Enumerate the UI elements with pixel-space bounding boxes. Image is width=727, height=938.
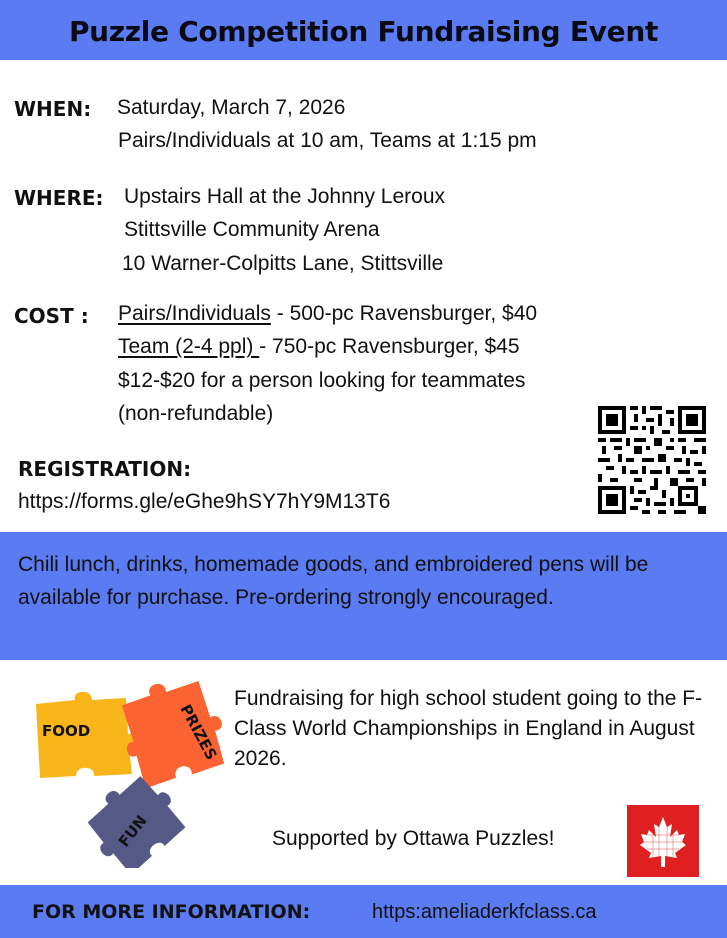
cost-pairs-line (118, 302, 537, 326)
cost-teammates-line: $12-$20 for a person looking for teammates (118, 369, 526, 392)
info-banner (0, 532, 727, 660)
info-text: Chili lunch, drinks, homemade goods, and embroidered pens will be available for purchase. Pre-ordering strongly encouraged. (18, 553, 649, 609)
fundraising-text: Fundraising for high school student going to the F-Class World Championships in England in August 2026. (234, 687, 703, 770)
registration-url[interactable]: https://forms.gle/eGhe9hSY7hY9M13T6 (18, 490, 391, 513)
food-label: FOOD (42, 722, 91, 740)
prizes-label: PRIZES (176, 701, 221, 763)
where-line-1: Upstairs Hall at the Johnny Leroux (124, 185, 445, 208)
cost-team-line (118, 335, 520, 359)
where-line-2: Stittsville Community Arena (124, 218, 380, 241)
title-banner (0, 0, 727, 60)
registration-label: REGISTRATION: (18, 457, 192, 481)
supported-text: Supported by Ottawa Puzzles! (272, 827, 555, 850)
when-times: Pairs/Individuals at 10 am, Teams at 1:15 pm (118, 129, 537, 152)
puzzle-pieces-illustration (30, 678, 225, 868)
cost-team-detail: - 750-pc Ravensburger, $45 (259, 335, 520, 358)
cost-team-type: Team (2-4 ppl) (118, 335, 260, 358)
when-date: Saturday, March 7, 2026 (117, 96, 346, 119)
cost-nonrefundable: (non-refundable) (118, 402, 274, 425)
footer-banner (0, 885, 727, 938)
cost-pairs-detail: - 500-pc Ravensburger, $40 (270, 302, 538, 325)
page-title: Puzzle Competition Fundraising Event (68, 15, 659, 48)
when-label: WHEN: (14, 97, 92, 121)
footer-label: FOR MORE INFORMATION: (32, 901, 311, 923)
cost-label: COST : (14, 304, 89, 328)
where-line-3: 10 Warner-Colpitts Lane, Stittsville (122, 252, 444, 275)
food-puzzle-piece (36, 692, 136, 778)
where-label: WHERE: (14, 186, 104, 210)
qr-code[interactable] (598, 405, 706, 515)
fun-label: FUN (114, 811, 151, 851)
maple-leaf-icon (627, 805, 699, 877)
footer-url[interactable]: https:ameliaderkfclass.ca (372, 901, 597, 923)
cost-pairs-type: Pairs/Individuals (118, 302, 271, 325)
